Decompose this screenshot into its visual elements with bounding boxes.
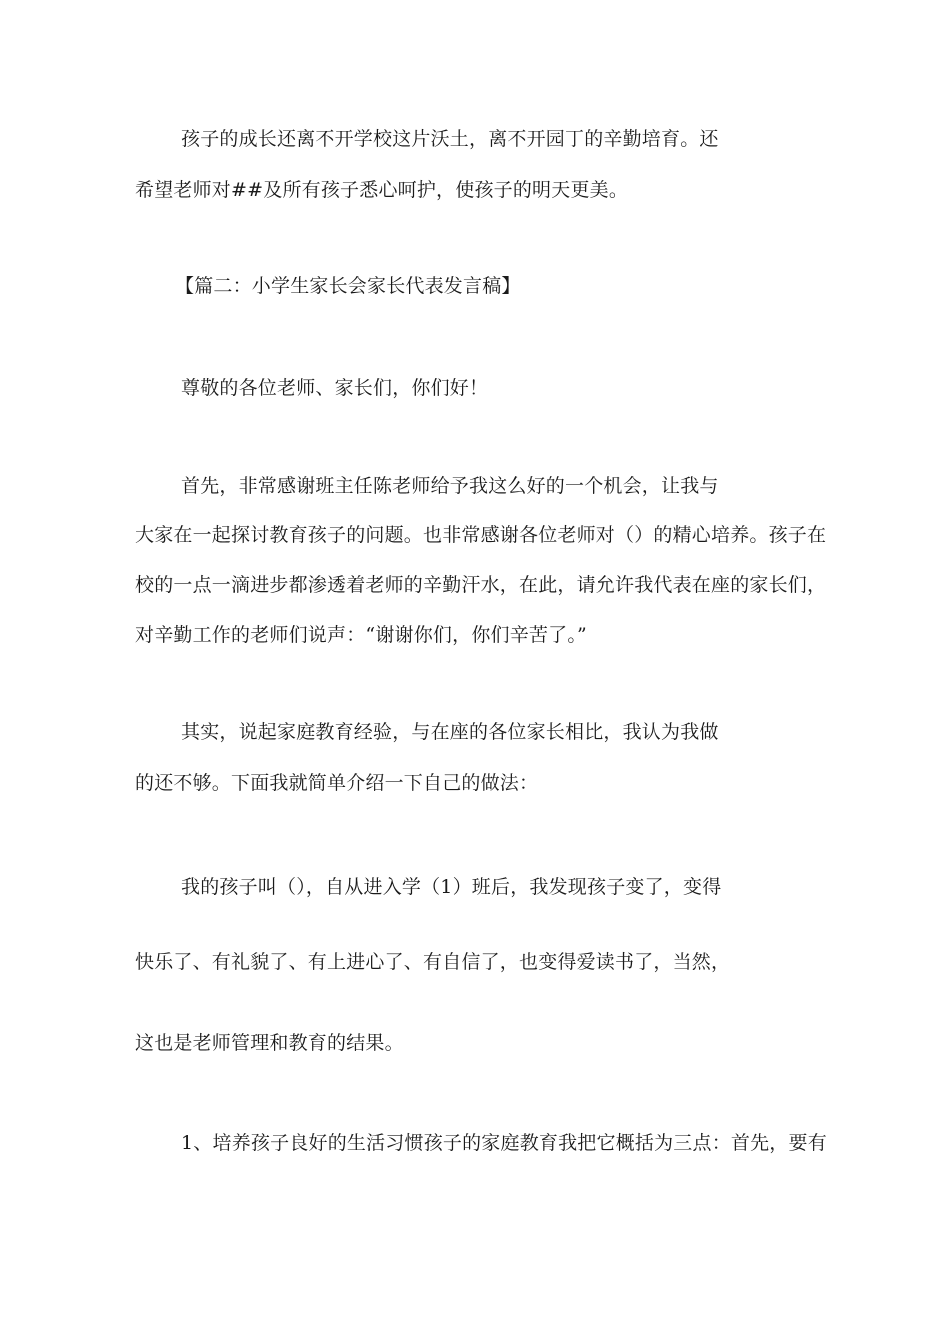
- section-title: 【篇二：小学生家长会家长代表发言稿】: [175, 275, 521, 297]
- greeting: 尊敬的各位老师、家长们，你们好！: [181, 377, 489, 399]
- para4-line3: 这也是老师管理和教育的结果。: [135, 1032, 404, 1054]
- para3-line2: 的还不够。下面我就简单介绍一下自己的做法：: [135, 772, 539, 794]
- para5-line1: 1、培养孩子良好的生活习惯孩子的家庭教育我把它概括为三点：首先，要有: [181, 1132, 827, 1154]
- para2-line1: 首先，非常感谢班主任陈老师给予我这么好的一个机会，让我与: [181, 475, 719, 497]
- para4-line2: 快乐了、有礼貌了、有上进心了、有自信了，也变得爱读书了，当然，: [135, 951, 731, 973]
- para2-line4: 对辛勤工作的老师们说声：“谢谢你们，你们辛苦了。”: [135, 624, 587, 646]
- para3-line1: 其实，说起家庭教育经验，与在座的各位家长相比，我认为我做: [181, 721, 719, 743]
- para4-line1: 我的孩子叫（），自从进入学（1）班后，我发现孩子变了，变得: [181, 876, 722, 898]
- para1-line1: 孩子的成长还离不开学校这片沃土，离不开园丁的辛勤培育。还: [181, 128, 719, 150]
- para1-line2: 希望老师对##及所有孩子悉心呵护，使孩子的明天更美。: [135, 179, 629, 201]
- para2-line2: 大家在一起探讨教育孩子的问题。也非常感谢各位老师对（）的精心培养。孩子在: [135, 524, 827, 546]
- para2-line3: 校的一点一滴进步都渗透着老师的辛勤汗水，在此，请允许我代表在座的家长们，: [135, 574, 827, 596]
